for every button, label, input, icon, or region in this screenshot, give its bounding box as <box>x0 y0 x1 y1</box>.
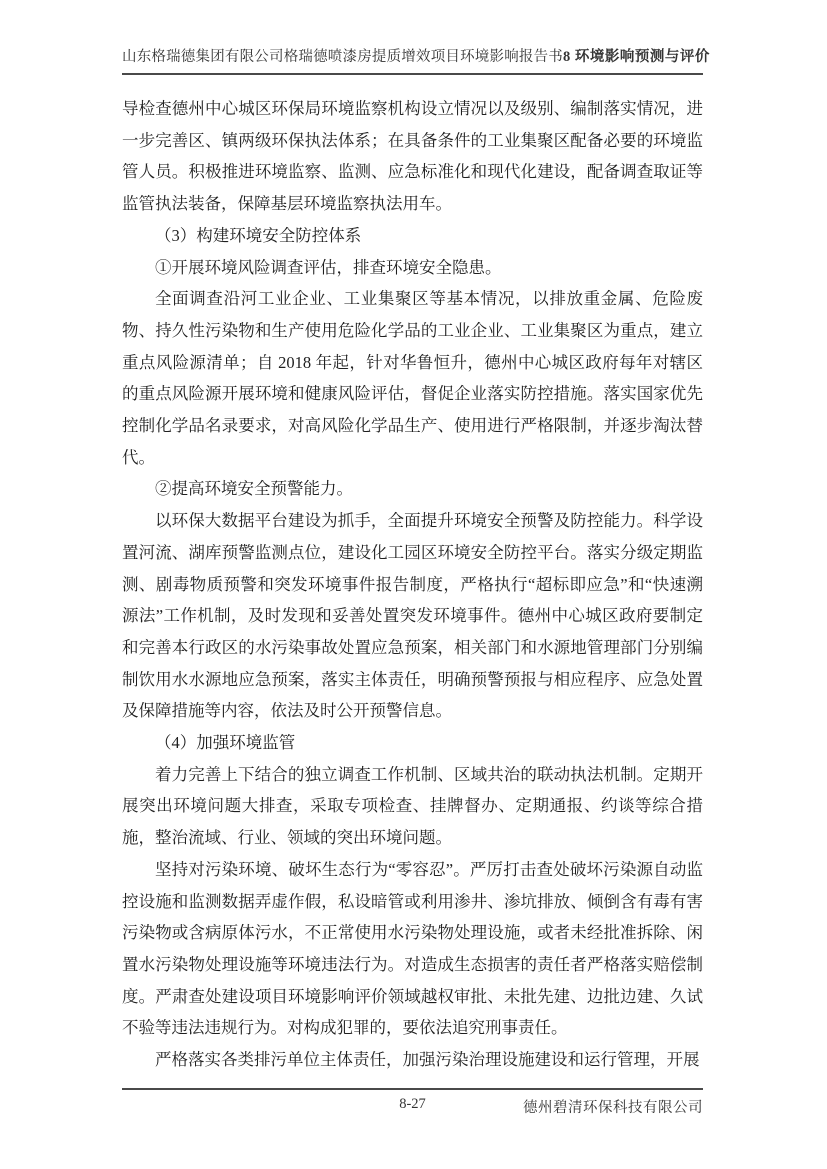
paragraph-early-warning-platform: 以环保大数据平台建设为抓手，全面提升环境安全预警及防控能力。科学设置河流、湖库预警监测点位，建设化工园区环境安全防控平台。落实分级定期监测、剧毒物质预警和突发环境事件报告制度，严格执行“超标即应急”和“快速溯源法”工作机制，及时发现和妥善处置突发环境事件。德州中心城区政府要制定和完善本行政区的水污染事故处置应急预案，相关部门和水源地管理部门分别编制饮用水水源地应急预案，落实主体责任，明确预警预报与相应程序、应急处置及保障措施等内容，依法及时公开预警信息。 <box>122 511 703 721</box>
paragraph-zero-tolerance: 坚持对污染环境、破坏生态行为“零容忍”。严厉打击查处破坏污染源自动监控设施和监测数据弄虚作假，私设暗管或利用渗井、渗坑排放、倾倒含有毒有害污染物或含病原体污水，不正常使用水污染物处理设施，或者未经批准拆除、闲置水污染物处理设施等环境违法行为。对造成生态损害的责任者严格落实赔偿制度。严肃查处建设项目环境影响评价领域越权审批、未批先建、边批边建、久试不验等违法违规行为。对构成犯罪的，要依法追究刑事责任。 <box>122 859 703 1038</box>
section-heading-3-safety-control-system: （3）构建环境安全防控体系 <box>155 225 362 245</box>
document-body <box>122 93 703 1076</box>
paragraph-joint-enforcement: 着力完善上下结合的独立调查工作机制、区域共治的联动执法机制。定期开展突出环境问题大排查，采取专项检查、挂牌督办、定期通报、约谈等综合措施，整治流域、行业、领域的突出环境问题。 <box>122 764 703 848</box>
page-header <box>122 47 710 75</box>
header-chapter-title: 8 环境影响预测与评价 <box>563 49 710 65</box>
subheading-1-risk-survey: ①开展环境风险调查评估，排查环境安全隐患。 <box>155 257 502 277</box>
paragraph-discharger-responsibility: 严格落实各类排污单位主体责任，加强污染治理设施建设和运行管理，开展 <box>155 1050 700 1070</box>
paragraph-risk-source-survey: 全面调查沿河工业企业、工业集聚区等基本情况，以排放重金属、危险废物、持久性污染物和生产使用危险化学品的工业企业、工业集聚区为重点，建立重点风险源清单；自 2018 年起，针对华鲁恒升，德州中心城区政府每年对辖区的重点风险源开展环境和健康风险评估，督促企业落实防控措施。落实国家优先控制化学品名录要求，对高风险化学品生产、使用进行严格限制，并逐步淘汰替代。 <box>122 289 703 467</box>
footer-company-name: 德州碧清环保科技有限公司 <box>523 1100 703 1116</box>
page-number: 8-27 <box>399 1096 426 1112</box>
subheading-2-early-warning: ②提高环境安全预警能力。 <box>155 479 353 499</box>
page-footer <box>122 1088 703 1120</box>
paragraph-continuation-inspection: 导检查德州中心城区环保局环境监察机构设立情况以及级别、编制落实情况，进一步完善区、镇两级环保执法体系；在具备条件的工业集聚区配备必要的环境监管人员。积极推进环境监察、监测、应急标准化和现代化建设，配备调查取证等监管执法装备，保障基层环境监察执法用车。 <box>122 99 703 214</box>
section-heading-4-strengthen-supervision: （4）加强环境监管 <box>155 733 296 753</box>
header-report-title: 山东格瑞德集团有限公司格瑞德喷漆房提质增效项目环境影响报告书 <box>122 49 563 65</box>
